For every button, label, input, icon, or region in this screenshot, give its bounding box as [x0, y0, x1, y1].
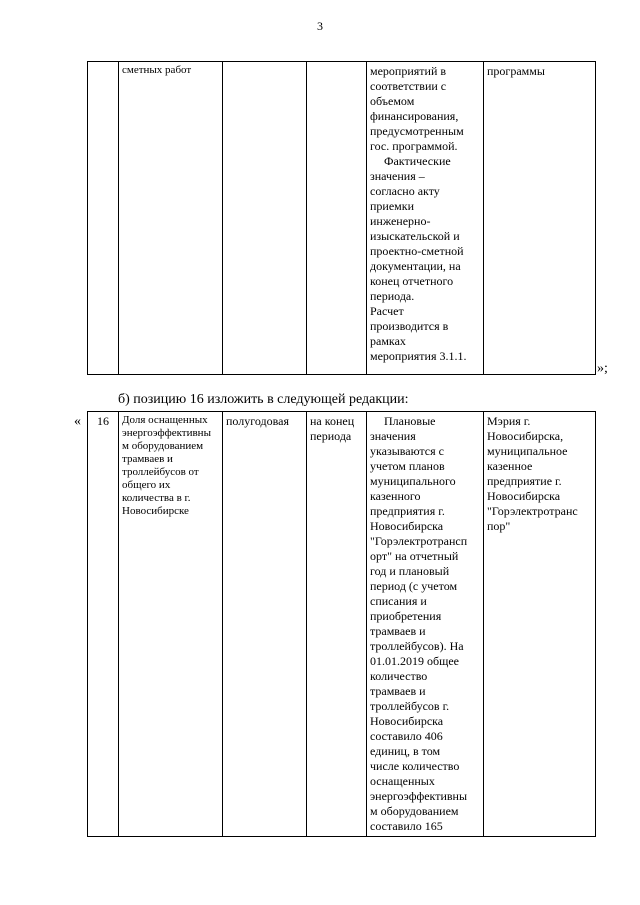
cell-text-line: орт" на отчетный — [370, 549, 459, 563]
table-cell-method — [367, 412, 484, 837]
cell-text-line: 01.01.2019 общее — [370, 654, 459, 668]
cell-text-line: год и плановый — [370, 564, 450, 578]
cell-text-line: производится в — [370, 319, 449, 333]
cell-text-line: количества в г. — [122, 492, 191, 504]
cell-text-line: предприятие г. — [487, 474, 562, 488]
cell-text-line: трамваев и — [122, 453, 173, 465]
cell-text-line: изыскательской и — [370, 229, 460, 243]
cell-text-line: финансирования, — [370, 109, 459, 123]
cell-text-line: сметных работ — [122, 64, 192, 76]
cell-text-line: приемки — [370, 199, 415, 213]
cell-text-line: Новосибирска — [370, 519, 444, 533]
cell-text-line: общего их — [122, 479, 171, 491]
table-cell-method — [367, 62, 484, 375]
cell-text-line: муниципального — [370, 474, 456, 488]
cell-text-line: приобретения — [370, 609, 442, 623]
cell-text-line: троллейбусов г. — [370, 699, 450, 713]
cell-text-line: конец отчетного — [370, 274, 454, 288]
cell-text-line: согласно акту — [370, 184, 440, 198]
cell-text-line: составило 165 — [370, 819, 443, 833]
cell-text-line: период (с учетом — [370, 579, 458, 593]
cell-text-line: предприятия г. — [370, 504, 445, 518]
table-row — [88, 412, 596, 837]
cell-text-line: Доля оснащенных — [122, 414, 208, 426]
cell-text-line: предусмотренным — [370, 124, 464, 138]
cell-text-line: указываются с — [370, 444, 444, 458]
cell-text-line: Расчет — [370, 304, 404, 318]
cell-text-line: казенное — [487, 459, 533, 473]
cell-text-line: количество — [370, 669, 428, 683]
table-position-16 — [87, 411, 596, 837]
cell-text-line: периода. — [370, 289, 415, 303]
cell-text-line: инженерно- — [370, 214, 431, 228]
cell-text-line: единиц, в том — [370, 744, 441, 758]
cell-text-line: трамваев и — [370, 624, 426, 638]
cell-text-line: м оборудованием — [122, 440, 204, 452]
table-continuation — [87, 61, 596, 375]
cell-text-line: Новосибирска — [370, 714, 444, 728]
table-cell-name — [119, 62, 223, 375]
opening-quote: « — [74, 414, 81, 429]
cell-text-line: мероприятий в — [370, 64, 447, 78]
page-number: 3 — [317, 19, 323, 33]
cell-text-line: троллейбусов). На — [370, 639, 464, 653]
table-cell-responsible — [484, 412, 596, 837]
cell-text-line: троллейбусов от — [122, 466, 199, 478]
cell-text-line: соответствии с — [370, 79, 447, 93]
cell-text-line: энергоэффективны — [370, 789, 468, 803]
cell-text-line: м оборудованием — [370, 804, 459, 818]
section-heading: б) позицию 16 изложить в следующей редакции: — [118, 392, 409, 407]
cell-text-line: Новосибирска — [487, 489, 561, 503]
cell-text-line: программы — [487, 64, 545, 78]
cell-text-line: Мэрия г. — [487, 414, 531, 428]
cell-text-line: казенного — [370, 489, 421, 503]
cell-text-line: Новосибирске — [122, 505, 189, 517]
cell-text-line: значения – — [370, 169, 425, 183]
cell-text-line: Новосибирска, — [487, 429, 564, 443]
table-cell-name — [119, 412, 223, 837]
cell-text-line: объемом — [370, 94, 415, 108]
cell-text-line: значения — [370, 429, 416, 443]
cell-text-line: составило 406 — [370, 729, 443, 743]
table-cell-frequency — [223, 62, 307, 375]
cell-text-line: "Горэлектротрансп — [370, 534, 468, 548]
cell-text-line: на конец — [310, 414, 355, 428]
cell-text-line: проектно-сметной — [370, 244, 464, 258]
cell-text-line: трамваев и — [370, 684, 426, 698]
cell-text-line: периода — [310, 429, 352, 443]
cell-text-line: числе количество — [370, 759, 460, 773]
cell-text-line: "Горэлектротранс — [487, 504, 578, 518]
table-cell-number: 16 — [88, 412, 119, 837]
table-row — [88, 62, 596, 375]
cell-text-line: оснащенных — [370, 774, 435, 788]
cell-text-line: мероприятия 3.1.1. — [370, 349, 467, 363]
cell-text-line: Фактические — [384, 154, 451, 168]
table-cell-timing — [307, 62, 367, 375]
table-cell-timing — [307, 412, 367, 837]
closing-quote: »; — [597, 361, 608, 376]
cell-text-line: списания и — [370, 594, 427, 608]
table-cell-frequency: полугодовая — [223, 412, 307, 837]
cell-text-line: гос. программой. — [370, 139, 458, 153]
cell-text-line: рамках — [370, 334, 406, 348]
cell-text-line: муниципальное — [487, 444, 568, 458]
cell-text-line: пор" — [487, 519, 511, 533]
cell-text-line: энергоэффективны — [122, 427, 211, 439]
cell-text-line: Плановые — [384, 414, 436, 428]
table-cell-number — [88, 62, 119, 375]
cell-text-line: учетом планов — [370, 459, 445, 473]
cell-text-line: документации, на — [370, 259, 461, 273]
table-cell-responsible — [484, 62, 596, 375]
